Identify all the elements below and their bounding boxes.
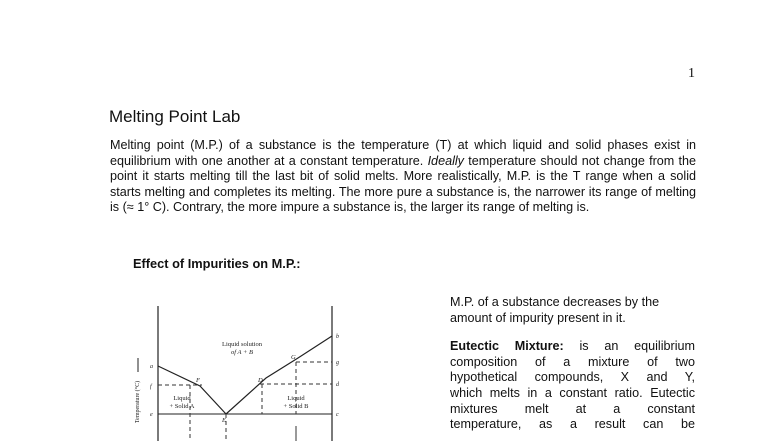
eutectic-text-0: is an equilibrium — [579, 339, 696, 354]
eutectic-line-1: composition of a mixture of two — [450, 354, 695, 369]
right-region-label-2: + Solid B — [283, 403, 309, 410]
top-region-label-2: of A + B — [230, 349, 254, 356]
point-c-small: c — [336, 412, 339, 418]
point-D: D — [258, 377, 263, 384]
section-heading: Effect of Impurities on M.P.: — [133, 256, 301, 271]
intro-paragraph — [110, 138, 696, 216]
phase-diagram — [130, 298, 370, 441]
left-region-label-2: + Solid A — [169, 403, 195, 410]
top-region-label-1: Liquid solution — [222, 341, 262, 348]
eutectic-paragraph — [450, 339, 695, 433]
intro-text-part1: Melting point (M.P.) of a substance is the temperature (T) at which liquid and solid phases exist in equilibrium with one another at a constant temperature. — [110, 138, 696, 168]
y-axis-label: Temperature (°C) — [135, 380, 141, 424]
right-region-label-1: Liquid — [287, 395, 305, 402]
right-column — [450, 295, 695, 446]
intro-ideally: Ideally — [427, 153, 464, 168]
point-E: E — [222, 417, 226, 424]
point-g-small: g — [336, 360, 339, 366]
eutectic-line-5: temperature, as a result can be — [450, 417, 695, 432]
point-a: a — [150, 364, 153, 370]
point-F: F — [196, 377, 200, 384]
eutectic-line-0 — [450, 339, 695, 355]
point-f-small: f — [150, 384, 152, 390]
point-b: b — [336, 334, 339, 340]
eutectic-label: Eutectic Mixture: — [450, 339, 564, 354]
point-e-small: e — [150, 412, 153, 418]
point-G: G — [291, 354, 296, 361]
page-title: Melting Point Lab — [109, 107, 241, 126]
eutectic-line-3: which melts in a constant ratio. Eutectic — [450, 385, 695, 400]
left-region-label-1: Liquid — [173, 395, 191, 402]
impurity-paragraph: M.P. of a substance decreases by the amount of impurity present in it. — [450, 295, 660, 325]
phase-diagram-svg — [130, 298, 370, 441]
eutectic-line-4: mixtures melt at a constant — [450, 401, 695, 416]
intro-text-part2: temperature should not change from the point it starts melting till the last bit of solid melts. More realistically, M.P. is the T range when a solid starts melting and completes its melting. The more pure a substance is, the narrower its range of melting is (≈ 1° C). Contrary, the more impure a substance is, the larger its range of melting is. — [110, 153, 697, 215]
point-d-small: d — [336, 382, 339, 388]
page-number: 1 — [688, 66, 695, 81]
eutectic-line-2: hypothetical compounds, X and Y, — [450, 370, 695, 385]
